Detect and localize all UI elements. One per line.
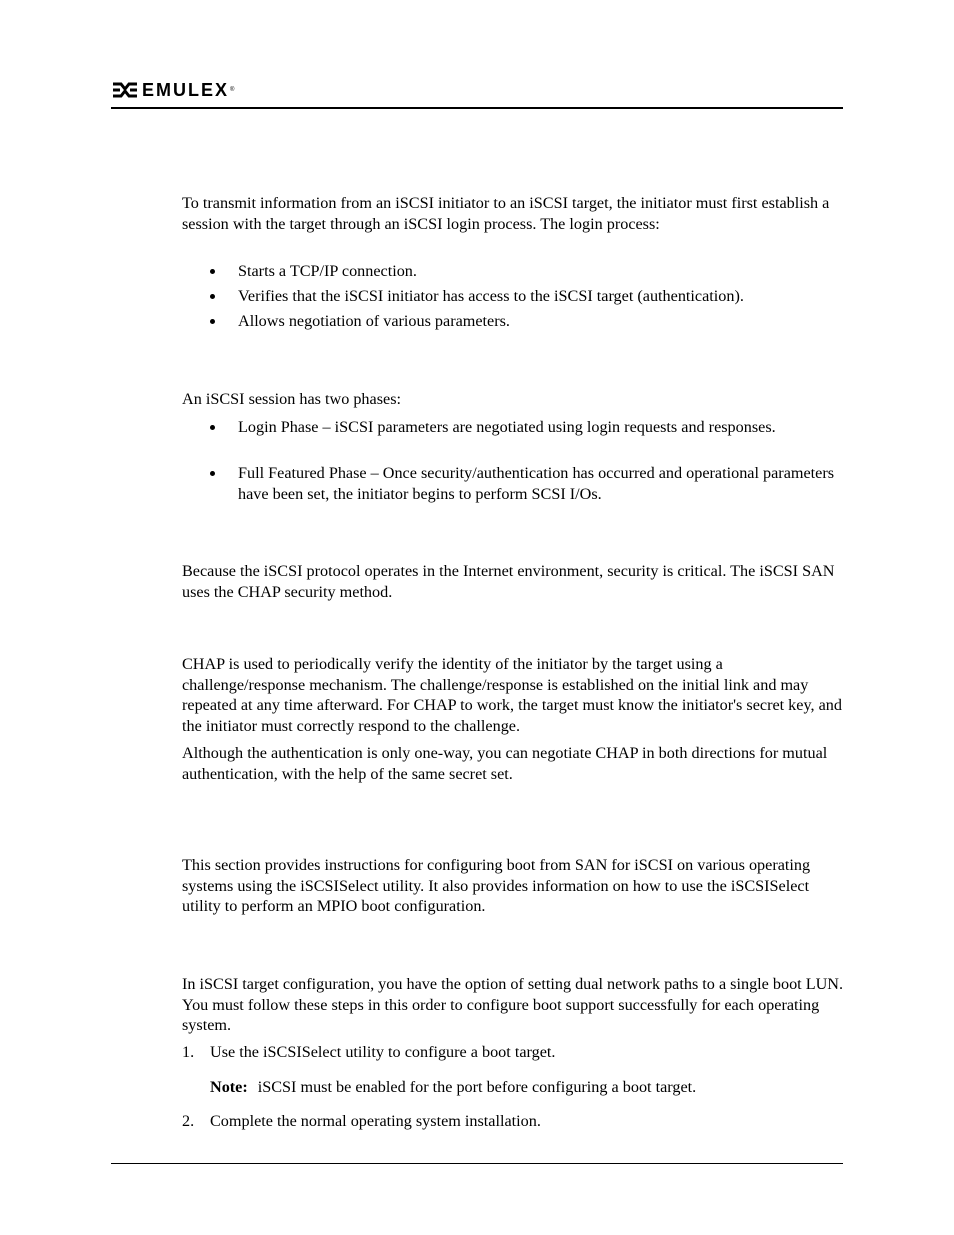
chap-paragraph-2: Although the authentication is only one-way, you can negotiate CHAP in both directions for mutual authentication, with the help of the same secret set. [182,744,828,783]
note-text: iSCSI must be enabled for the port before configuring a boot target. [257,1078,697,1096]
step-text: Complete the normal operating system installation. [210,1112,541,1130]
boot-paragraph: This section provides instructions for configuring boot from SAN for iSCSI on various operating systems using the iSCSISelect utility. It also provides information on how to use the iSCSISelect utility to perform an MPIO boot configuration. [182,856,811,915]
login-bullet: Allows negotiation of various parameters. [238,311,848,332]
bullet-icon [210,471,215,476]
step-text: Use the iSCSISelect utility to configure a boot target. [210,1043,556,1061]
note [210,1077,840,1098]
emulex-mark-icon [112,82,138,98]
bullet-icon [210,319,215,324]
header-rule [111,107,843,109]
bullet-icon [210,294,215,299]
session-bullet: Login Phase – iSCSI parameters are negotiated using login requests and responses. [238,417,848,438]
login-intro-paragraph: To transmit information from an iSCSI initiator to an iSCSI target, the initiator must first establish a session with the target through an iSCSI login process. The login process: [182,194,830,233]
step-number: 1. [182,1043,195,1061]
logo-trademark: ® [230,87,235,93]
session-bullet: Full Featured Phase – Once security/authentication has occurred and operational parameters have been set, the initiator begins to perform SCSI I/Os. [238,463,850,504]
emulex-logo [112,80,234,100]
mpio-intro-paragraph: In iSCSI target configuration, you have the option of setting dual network paths to a single boot LUN. You must follow these steps in this order to configure boot support successfully for each operating system. [182,975,844,1034]
bullet-icon [210,425,215,430]
chap-paragraph-1: CHAP is used to periodically verify the identity of the initiator by the target using a challenge/response mechanism. The challenge/response is established on the initial link and may repeated at any time afterward. For CHAP to work, the target must know the initiator's secret key, and the initiator must correctly respond to the challenge. [182,655,842,735]
bullet-icon [210,269,215,274]
footer-rule [111,1163,843,1164]
login-bullet: Starts a TCP/IP connection. [238,261,848,282]
security-paragraph: Because the iSCSI protocol operates in the Internet environment, security is critical. The iSCSI SAN uses the CHAP security method. [182,562,835,601]
note-label: Note: [210,1078,248,1096]
step-number: 2. [182,1112,195,1130]
session-intro-paragraph: An iSCSI session has two phases: [182,390,401,408]
login-bullet: Verifies that the iSCSI initiator has access to the iSCSI target (authentication). [238,286,848,307]
logo-wordmark: EMULEX [142,80,230,100]
